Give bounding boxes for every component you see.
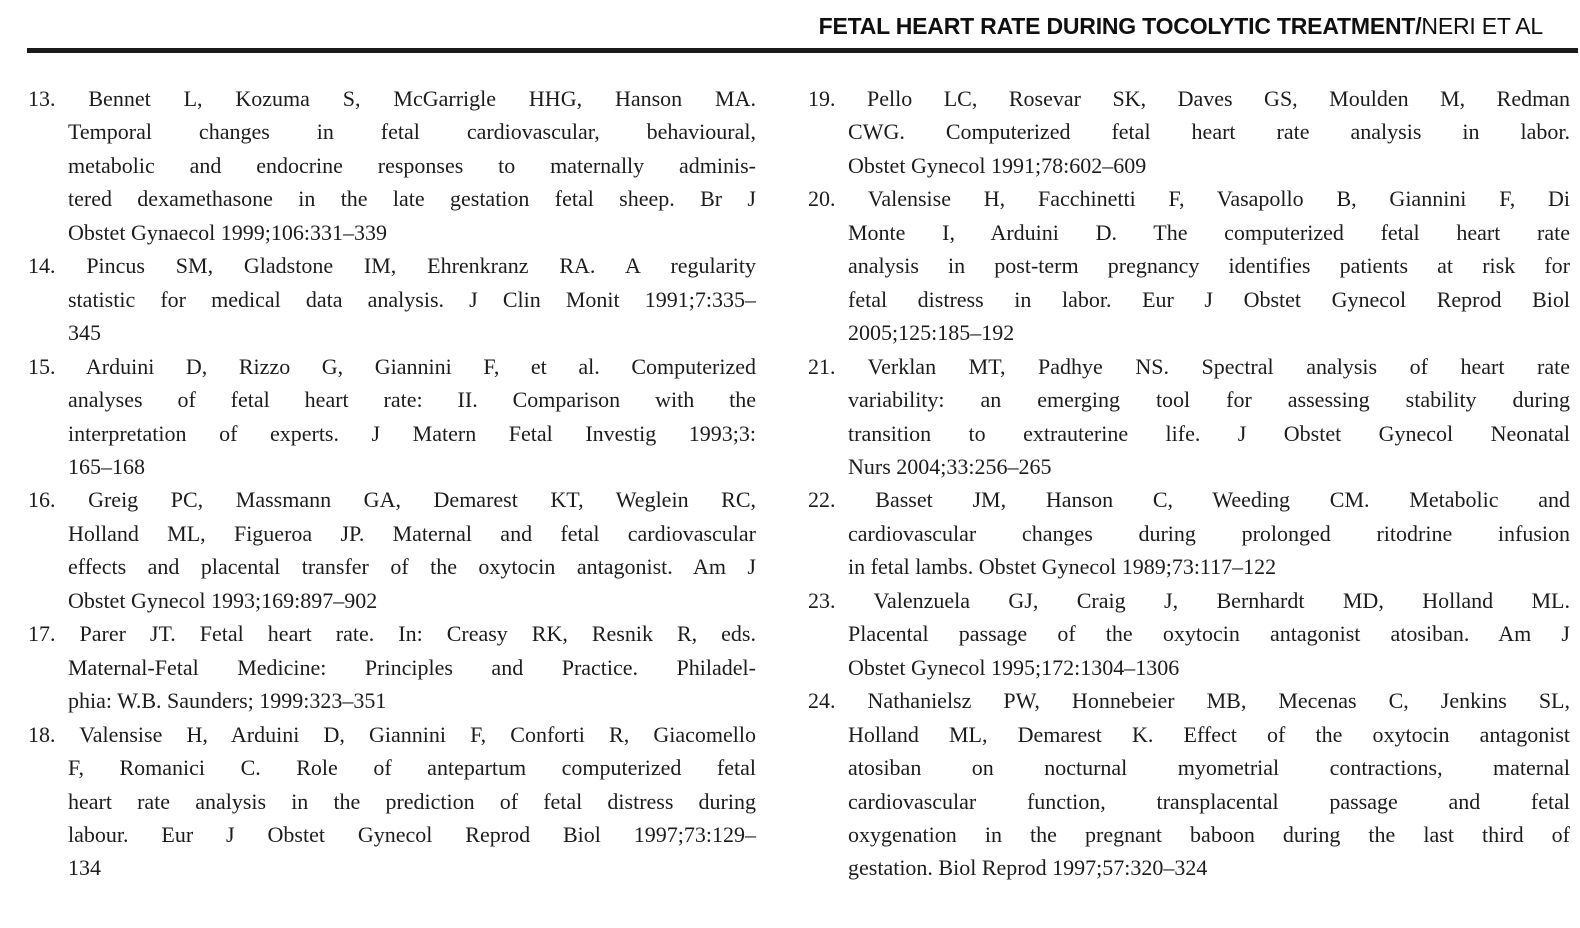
reference-line: 345 xyxy=(68,320,101,346)
reference-item xyxy=(28,82,756,249)
running-head xyxy=(27,12,1543,40)
reference-line: gestation. Biol Reprod 1997;57:320–324 xyxy=(848,855,1208,881)
reference-line: 23. Valenzuela GJ, Craig J, Bernhardt MD, Holland ML. xyxy=(808,587,1570,613)
reference-line: F, Romanici C. Role of antepartum computerized fetal xyxy=(68,755,756,781)
reference-number: 23. xyxy=(808,587,836,613)
references-column-right xyxy=(808,82,1570,885)
reference-line: CWG. Computerized fetal heart rate analysis in labor. xyxy=(848,119,1570,145)
reference-line: metabolic and endocrine responses to maternally adminis- xyxy=(68,152,756,178)
reference-line: Obstet Gynaecol 1999;106:331–339 xyxy=(68,219,387,245)
reference-line: 16. Greig PC, Massmann GA, Demarest KT, Weglein RC, xyxy=(28,487,756,513)
reference-line: 22. Basset JM, Hanson C, Weeding CM. Metabolic and xyxy=(808,487,1570,513)
reference-item xyxy=(808,584,1570,684)
reference-line: statistic for medical data analysis. J Clin Monit 1991;7:335– xyxy=(68,286,756,312)
reference-number: 22. xyxy=(808,487,836,513)
reference-line: labour. Eur J Obstet Gynecol Reprod Biol 1997;73:129– xyxy=(68,821,756,847)
reference-line: Obstet Gynecol 1993;169:897–902 xyxy=(68,587,378,613)
reference-line: 14. Pincus SM, Gladstone IM, Ehrenkranz RA. A regularity xyxy=(28,253,756,279)
reference-item xyxy=(808,684,1570,885)
reference-number: 19. xyxy=(808,86,836,111)
reference-line: 24. Nathanielsz PW, Honnebeier MB, Mecenas C, Jenkins SL, xyxy=(808,688,1570,714)
reference-line: Placental passage of the oxytocin antagonist atosiban. Am J xyxy=(848,621,1570,647)
reference-line: 19. Pello LC, Rosevar SK, Daves GS, Moulden M, Redman xyxy=(808,86,1570,111)
reference-line: Holland ML, Demarest K. Effect of the oxytocin antagonist xyxy=(848,721,1570,747)
reference-line: 18. Valensise H, Arduini D, Giannini F, Conforti R, Giacomello xyxy=(28,721,756,747)
reference-line: Nurs 2004;33:256–265 xyxy=(848,453,1052,479)
reference-number: 21. xyxy=(808,353,836,379)
reference-line: phia: W.B. Saunders; 1999:323–351 xyxy=(68,688,387,714)
reference-item xyxy=(808,483,1570,583)
reference-line: 17. Parer JT. Fetal heart rate. In: Creasy RK, Resnik R, eds. xyxy=(28,621,756,647)
reference-line: Maternal-Fetal Medicine: Principles and Practice. Philadel- xyxy=(68,654,756,680)
reference-number: 17. xyxy=(28,621,56,647)
reference-line: cardiovascular function, transplacental passage and fetal xyxy=(848,788,1570,814)
reference-item xyxy=(808,182,1570,349)
reference-line: 15. Arduini D, Rizzo G, Giannini F, et al. Computerized xyxy=(28,353,756,379)
reference-line: 134 xyxy=(68,855,101,881)
reference-line: transition to extrauterine life. J Obstet Gynecol Neonatal xyxy=(848,420,1570,446)
reference-number: 15. xyxy=(28,353,56,379)
reference-line: Monte I, Arduini D. The computerized fetal heart rate xyxy=(848,219,1570,245)
reference-line: variability: an emerging tool for assessing stability during xyxy=(848,387,1570,413)
reference-item xyxy=(808,350,1570,484)
reference-line: 20. Valensise H, Facchinetti F, Vasapollo B, Giannini F, Di xyxy=(808,186,1570,212)
reference-item xyxy=(28,718,756,885)
reference-number: 20. xyxy=(808,186,836,212)
reference-line: tered dexamethasone in the late gestation fetal sheep. Br J xyxy=(68,186,756,212)
reference-item xyxy=(28,249,756,349)
references-column-left xyxy=(28,82,756,885)
header-rule xyxy=(27,48,1578,53)
reference-line: interpretation of experts. J Matern Fetal Investig 1993;3: xyxy=(68,420,756,446)
reference-line: atosiban on nocturnal myometrial contractions, maternal xyxy=(848,755,1570,781)
reference-number: 24. xyxy=(808,688,836,714)
reference-line: cardiovascular changes during prolonged ritodrine infusion xyxy=(848,520,1570,546)
reference-number: 16. xyxy=(28,487,56,513)
reference-line: Obstet Gynecol 1991;78:602–609 xyxy=(848,152,1147,178)
reference-line: 2005;125:185–192 xyxy=(848,320,1015,346)
reference-line: 165–168 xyxy=(68,453,145,479)
reference-item xyxy=(28,483,756,617)
reference-line: effects and placental transfer of the oxytocin antagonist. Am J xyxy=(68,554,756,580)
reference-item xyxy=(808,82,1570,182)
running-head-authors: NERI ET AL xyxy=(1421,13,1543,39)
reference-line: analysis in post-term pregnancy identifies patients at risk for xyxy=(848,253,1570,279)
running-head-title: FETAL HEART RATE DURING TOCOLYTIC TREATMENT/ xyxy=(818,13,1422,39)
reference-line: oxygenation in the pregnant baboon during the last third of xyxy=(848,821,1570,847)
reference-line: heart rate analysis in the prediction of fetal distress during xyxy=(68,788,756,814)
reference-line: 21. Verklan MT, Padhye NS. Spectral analysis of heart rate xyxy=(808,353,1570,379)
reference-item xyxy=(28,350,756,484)
reference-line: Temporal changes in fetal cardiovascular, behavioural, xyxy=(68,119,756,145)
reference-number: 18. xyxy=(28,721,56,747)
reference-line: analyses of fetal heart rate: II. Comparison with the xyxy=(68,387,756,413)
reference-number: 13. xyxy=(28,86,56,111)
reference-line: 13. Bennet L, Kozuma S, McGarrigle HHG, Hanson MA. xyxy=(28,86,756,111)
reference-line: in fetal lambs. Obstet Gynecol 1989;73:117–122 xyxy=(848,554,1277,580)
reference-item xyxy=(28,617,756,717)
reference-line: Obstet Gynecol 1995;172:1304–1306 xyxy=(848,654,1180,680)
reference-line: Holland ML, Figueroa JP. Maternal and fetal cardiovascular xyxy=(68,520,756,546)
reference-line: fetal distress in labor. Eur J Obstet Gynecol Reprod Biol xyxy=(848,286,1570,312)
reference-number: 14. xyxy=(28,253,56,279)
